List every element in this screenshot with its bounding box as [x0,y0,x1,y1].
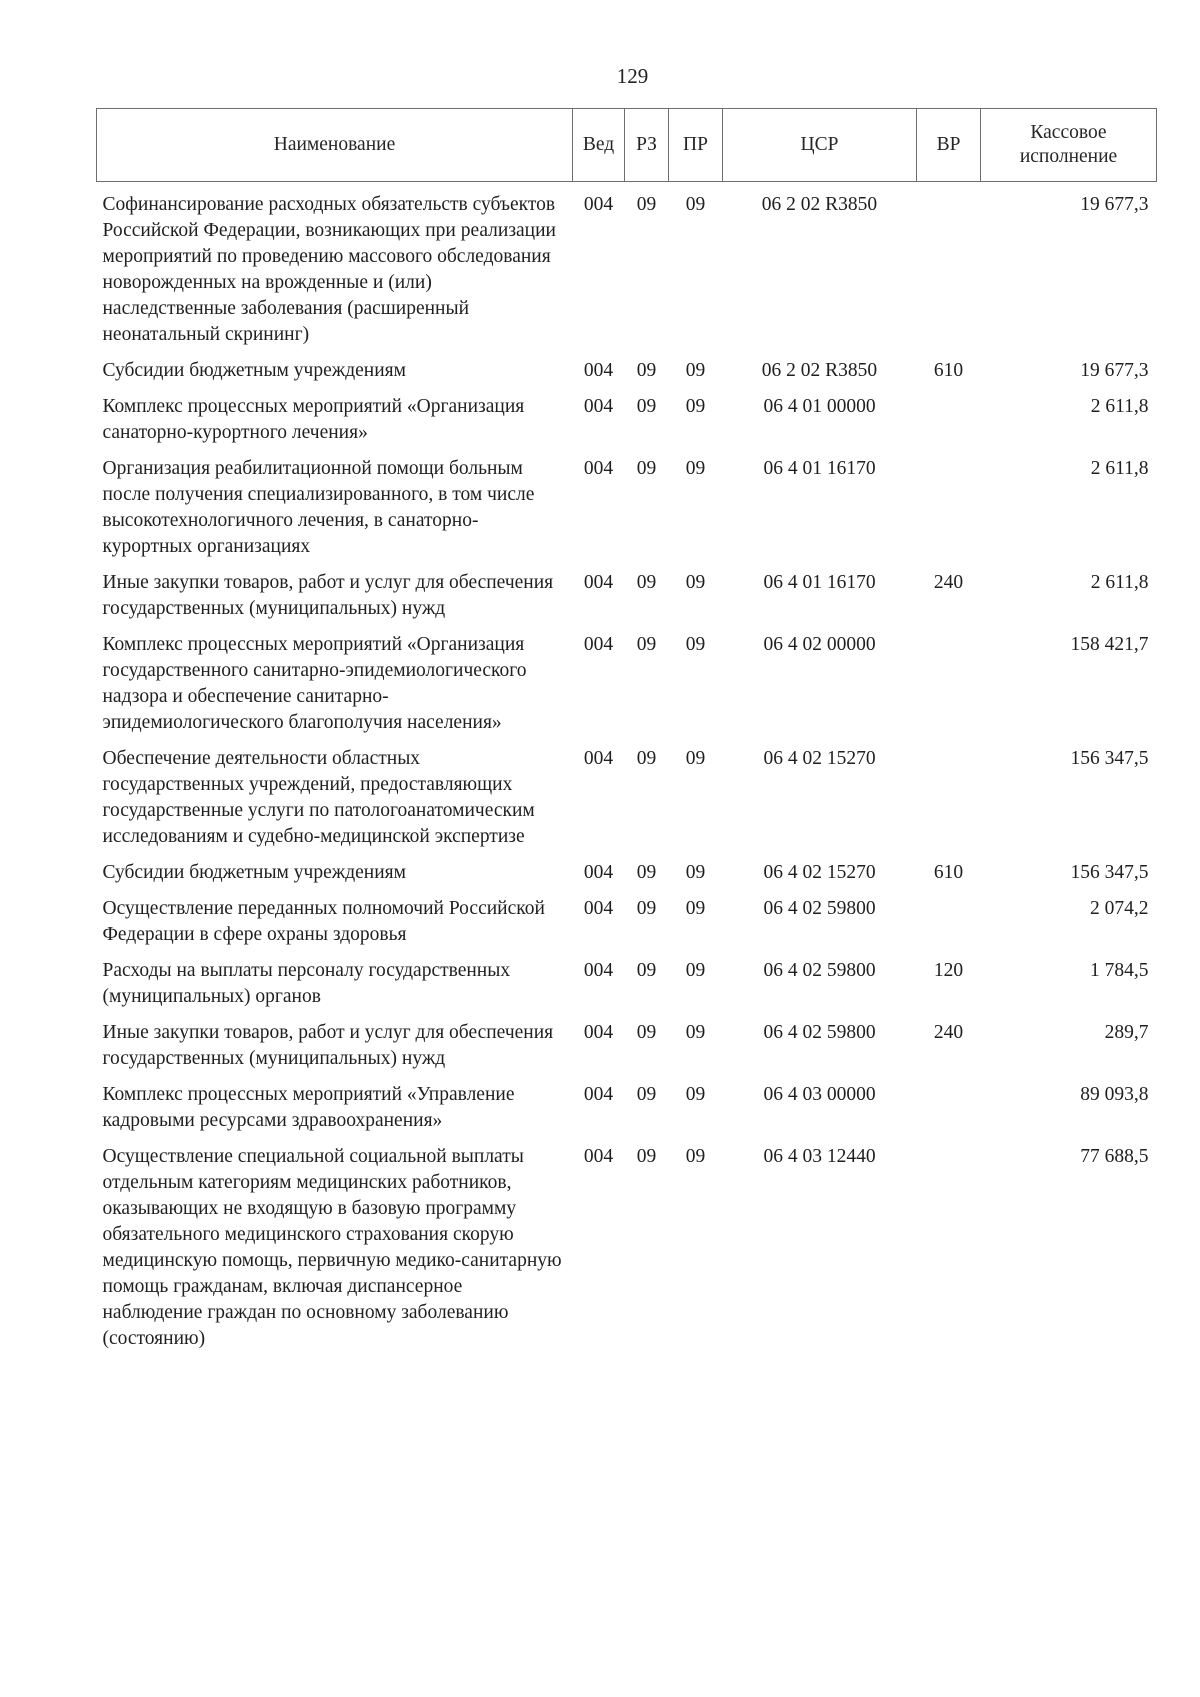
row-csr: 06 4 03 12440 [763,1146,876,1167]
row-csr: 06 4 02 00000 [763,634,876,655]
table-header [97,109,1157,182]
row-sum: 19 677,3 [1080,360,1149,381]
row-sum: 2 611,8 [1090,572,1149,593]
row-ved: 004 [583,396,614,417]
row-ved: 004 [583,898,614,919]
header-ved: Вед [573,109,625,182]
row-csr: 06 4 02 15270 [763,748,876,769]
header-sum: Кассовое исполнение [981,109,1157,182]
row-vr [917,1078,981,1140]
row-vr: 120 [933,960,964,981]
row-name: Организация реабилитационной помощи больным после получения специализированного, в том числе высокотехнологичного лечения, в санаторно-курортных организациях [102,458,535,557]
row-sum: 19 677,3 [1080,194,1149,215]
row-pr: 09 [685,572,706,593]
row-ved: 004 [583,748,614,769]
budget-table [96,108,1157,1358]
row-rz: 09 [636,194,657,215]
row-rz: 09 [636,1022,657,1043]
row-rz: 09 [636,1084,657,1105]
row-csr: 06 4 01 16170 [763,572,876,593]
row-sum: 2 074,2 [1090,898,1149,919]
table-row [97,1078,1157,1140]
row-ved: 004 [583,360,614,381]
header-name: Наименование [97,109,573,182]
table-row [97,856,1157,892]
row-csr: 06 4 02 59800 [763,960,876,981]
row-pr: 09 [685,360,706,381]
row-name: Обеспечение деятельности областных государственных учреждений, предоставляющих государственные услуги по патологоанатомическим исследованиям и судебно-медицинской экспертизе [102,748,535,847]
row-vr [917,452,981,566]
row-sum: 158 421,7 [1070,634,1149,655]
row-vr [917,182,981,355]
row-csr: 06 4 02 59800 [763,898,876,919]
row-name: Субсидии бюджетным учреждениям [102,862,406,883]
header-rz: РЗ [625,109,669,182]
row-pr: 09 [685,194,706,215]
row-csr: 06 2 02 R3850 [761,360,878,381]
table-row [97,182,1157,355]
row-pr: 09 [685,862,706,883]
row-vr: 240 [933,1022,964,1043]
row-sum: 1 784,5 [1090,960,1149,981]
row-sum: 2 611,8 [1090,458,1149,479]
row-vr: 610 [933,862,964,883]
table-row [97,742,1157,856]
row-rz: 09 [636,458,657,479]
row-ved: 004 [583,862,614,883]
row-csr: 06 4 02 15270 [763,862,876,883]
row-vr: 240 [933,572,964,593]
row-pr: 09 [685,396,706,417]
row-ved: 004 [583,572,614,593]
row-csr: 06 4 01 00000 [763,396,876,417]
row-pr: 09 [685,634,706,655]
row-vr [917,628,981,742]
table-row [97,452,1157,566]
row-name: Осуществление специальной социальной выплаты отдельным категориям медицинских работников, оказывающих не входящую в базовую программу обязательного медицинского страхования скорую медицинскую помощь, первичную медико-санитарную помощь гражданам, включая диспансерное наблюдение граждан по основному заболеванию (состоянию) [102,1146,562,1349]
row-ved: 004 [583,634,614,655]
row-sum: 89 093,8 [1080,1084,1149,1105]
row-rz: 09 [636,748,657,769]
row-pr: 09 [685,1084,706,1105]
row-ved: 004 [583,1022,614,1043]
row-rz: 09 [636,396,657,417]
row-pr: 09 [685,1146,706,1167]
page-number: 129 [616,64,649,88]
row-name: Иные закупки товаров, работ и услуг для обеспечения государственных (муниципальных) нужд [102,572,554,619]
row-rz: 09 [636,634,657,655]
row-vr [917,892,981,954]
row-name: Осуществление переданных полномочий Российской Федерации в сфере охраны здоровья [102,898,545,945]
row-rz: 09 [636,960,657,981]
row-pr: 09 [685,458,706,479]
row-rz: 09 [636,898,657,919]
row-name: Комплекс процессных мероприятий «Управление кадровыми ресурсами здравоохранения» [102,1084,515,1131]
table-row [97,954,1157,1016]
table-row [97,354,1157,390]
row-rz: 09 [636,1146,657,1167]
row-sum: 77 688,5 [1080,1146,1149,1167]
row-vr [917,742,981,856]
row-rz: 09 [636,360,657,381]
row-csr: 06 2 02 R3850 [761,194,878,215]
row-rz: 09 [636,572,657,593]
row-pr: 09 [685,1022,706,1043]
row-name: Расходы на выплаты персоналу государственных (муниципальных) органов [102,960,511,1007]
header-csr: ЦСР [723,109,917,182]
header-vr: ВР [917,109,981,182]
row-name: Субсидии бюджетным учреждениям [102,360,406,381]
row-vr: 610 [933,360,964,381]
row-pr: 09 [685,898,706,919]
header-pr: ПР [669,109,723,182]
row-rz: 09 [636,862,657,883]
row-sum: 156 347,5 [1070,862,1149,883]
row-ved: 004 [583,1146,614,1167]
row-ved: 004 [583,1084,614,1105]
table-row [97,390,1157,452]
row-csr: 06 4 03 00000 [763,1084,876,1105]
row-ved: 004 [583,960,614,981]
table-row [97,1016,1157,1078]
row-name: Иные закупки товаров, работ и услуг для обеспечения государственных (муниципальных) нужд [102,1022,554,1069]
table-row [97,1140,1157,1358]
row-pr: 09 [685,960,706,981]
table-row [97,892,1157,954]
row-name: Софинансирование расходных обязательств субъектов Российской Федерации, возникающих при реализации мероприятий по проведению массового обследования новорожденных на врожденные и (или) наследственные заболевания (расширенный неонатальный скрининг) [102,194,556,345]
row-vr [917,1140,981,1358]
row-vr [917,390,981,452]
row-name: Комплекс процессных мероприятий «Организация санаторно-курортного лечения» [102,396,525,443]
table-row [97,628,1157,742]
row-csr: 06 4 01 16170 [763,458,876,479]
table-row [97,566,1157,628]
row-sum: 289,7 [1104,1022,1149,1043]
row-ved: 004 [583,458,614,479]
header-row [97,109,1157,182]
row-ved: 004 [583,194,614,215]
row-sum: 156 347,5 [1070,748,1149,769]
table-body [97,182,1157,1359]
row-pr: 09 [685,748,706,769]
row-csr: 06 4 02 59800 [763,1022,876,1043]
row-name: Комплекс процессных мероприятий «Организация государственного санитарно-эпидемиологического надзора и обеспечение санитарно-эпидемиологического благополучия населения» [102,634,527,733]
row-sum: 2 611,8 [1090,396,1149,417]
